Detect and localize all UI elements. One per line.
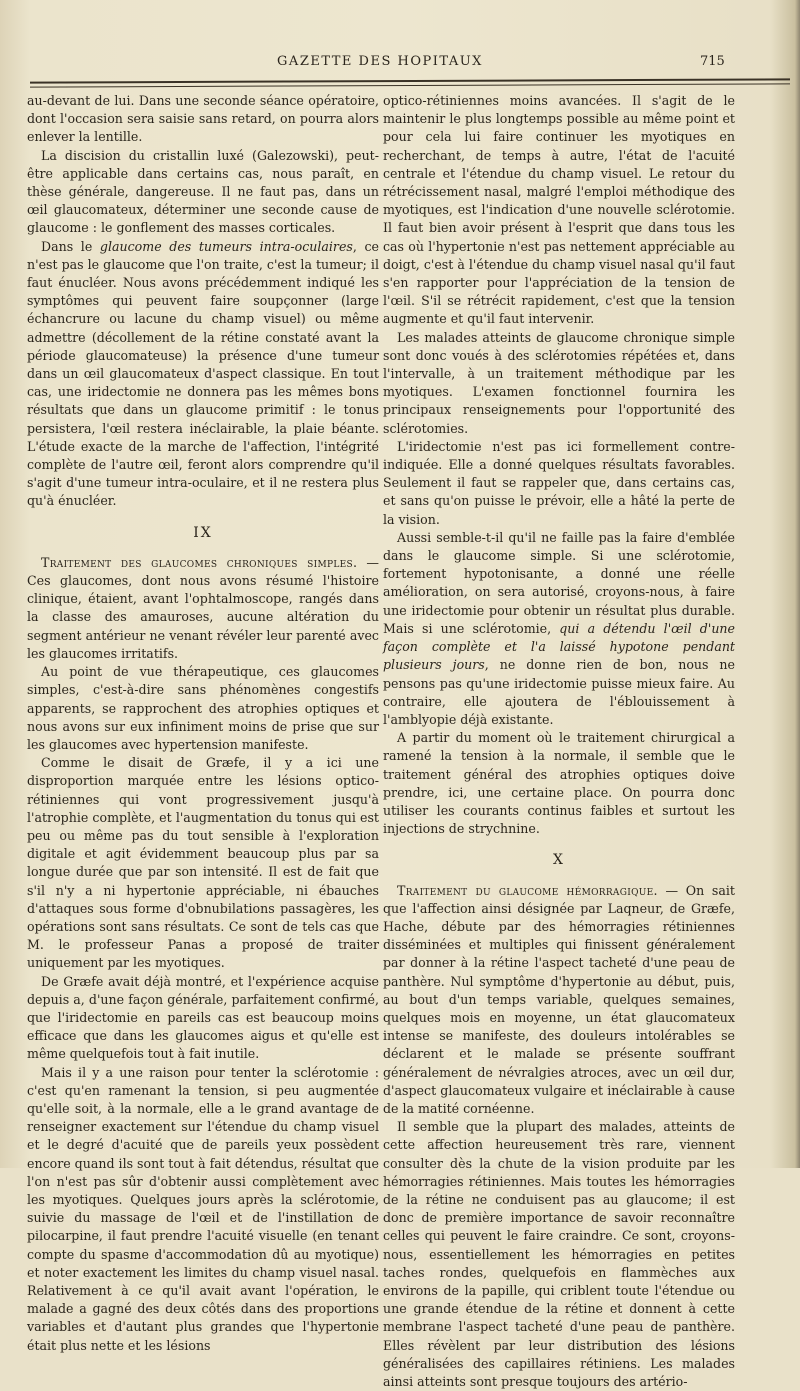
paragraph: L'iridectomie n'est pas ici formellement contre-indiquée. Elle a donné quelques résultats favorables. Seulement il faut se rappeler que, dans certains cas, et sans qu'on puisse le prévoir, elle a hâté la perte de la vision. [383,438,735,527]
paragraph: Il semble que la plupart des malades, atteints de cette affection heureusement très rare, viennent consulter dès la chute de la vision produite par les hémorragies rétiniennes. Mais toutes les hémorragies de la rétine ne conduisent pas au glaucome; il est donc de première importance de savoir reconnaître celles qui peuvent le faire craindre. Ce sont, croyons-nous, essentiellement les hémorragies en petites taches rondes, quelquefois en flammèches aux environs de la papille, qui criblent toute l'étendue ou une grande étendue de la rétine et donnent à cette membrane l'aspect tacheté d'une peau de panthère. Elles révèlent par leur distribution des lésions généralisées des capillaires rétiniens. Les malades ainsi atteints sont presque toujours des artério- [383,1119,735,1390]
paragraph [383,882,735,1119]
left-column [27,92,379,1355]
running-header [0,54,800,74]
header-rule-thin [30,83,790,87]
section-number-x: X [553,852,565,869]
text-run: — On sait que l'affection ainsi désignée par Laqneur, de Græfe, Hache, débute par des hémorragies rétiniennes disséminées et multiples qui finissent généralement par donner à la rétine l'aspect tacheté d'une peau de panthère. Nul symptôme d'hypertonie au début, puis, au bout d'un temps variable, quelques semaines, quelques mois en moyenne, un état glaucomateux intense se manifeste, des douleurs intolérables se déclarent et le malade se présente souffrant généralement de névralgies atroces, avec un œil dur, d'aspect glaucomateux vulgaire et inéclairable à cause de la matité cornéenne. [383,882,735,1116]
paragraph [383,529,735,729]
text-run: , ne donne rien de bon, nous ne pensons pas qu'une iridectomie puisse mieux faire. Au contraire, elle ajoutera de l'éblouissement à l'amblyopie déjà existante. [383,657,735,727]
section-heading: Traitement du glaucome hémorragique. [397,882,658,898]
text-run: — Ces glaucomes, dont nous avons résumé l'histoire clinique, étaient, avant l'ophtalmoscope, rangés dans la classe des amauroses, aucune altération du segment antérieur ne venant révéler leur parenté avec les glaucomes irritatifs. [27,554,379,661]
paragraph: au-devant de lui. Dans une seconde séance opératoire, dont l'occasion sera saisie sans retard, on pourra alors enlever la lentille. [27,93,379,145]
paragraph: La discision du cristallin luxé (Galezowski), peut-être applicable dans certains cas, nous paraît, en thèse générale, dangereuse. Il ne faut pas, dans un œil glaucomateux, déterminer une seconde cause de glaucome : le gonflement des masses corticales. [27,147,379,236]
section-heading: Traitement des glaucomes chroniques simples. [41,554,358,570]
paragraph: optico-rétiniennes moins avancées. Il s'agit de le maintenir le plus longtemps possible au même point et pour cela lui faire continuer les myotiques en recherchant, de temps à autre, l'état de l'acuité centrale et l'étendue du champ visuel. Le retour du rétrécissement nasal, malgré l'emploi méthodique des myotiques, est l'indication d'une nouvelle sclérotomie. Il faut bien avoir présent à l'esprit que dans tous les cas où l'hypertonie n'est pas nettement appréciable au doigt, c'est à l'étendue du champ visuel nasal qu'il faut s'en rapporter pour l'appréciation de la tension de l'œil. S'il se rétrécit rapidement, c'est que la tension augmente et qu'il faut intervenir. [383,93,735,327]
paragraph [27,554,379,663]
paragraph: A partir du moment où le traitement chirurgical a ramené la tension à la normale, il semble que le traitement général des atrophies optiques doive prendre, ici, une certaine place. On pourra donc utiliser les courants continus faibles et surtout les injections de strychnine. [383,730,735,837]
paragraph [27,238,379,511]
text-run: Dans le [41,238,100,254]
paragraph: Mais il y a une raison pour tenter la sclérotomie : c'est qu'en ramenant la tension, si peu augmentée qu'elle soit, à la normale, elle a le grand avantage de renseigner exactement sur l'étendue du champ visuel et le degré d'acuité que de pareils yeux possèdent encore quand ils sont tout à fait détendus, résultat que l'on n'est pas sûr d'obtenir aussi complètement avec les myotiques. Quelques jours après la sclérotomie, suivie du massage de l'œil et de l'instillation de pilocarpine, il faut prendre l'acuité visuelle (en tenant compte du spasme d'accommodation dû au myotique) et noter exactement les limites du champ visuel nasal. Relativement à ce qu'il avait avant l'opération, le malade a gagné des deux côtés dans des proportions variables et d'autant plus grandes que l'hypertonie était plus nette et les lésions [27,1064,379,1353]
paragraph: De Græfe avait déjà montré, et l'expérience acquise depuis a, d'une façon générale, parfaitement confirmé, que l'iridectomie en pareils cas est beaucoup moins efficace que dans les glaucomes aigus et qu'elle est même quelquefois tout à fait inutile. [27,973,379,1062]
text-run: Aussi semble-t-il qu'il ne faille pas la faire d'emblée dans le glaucome simple. Si une sclérotomie, fortement hypotonisante, a donné une réelle amélioration, on sera autorisé, croyons-nous, à faire une iridectomie pour obtenir un résultat plus durable. Mais si une sclérotomie, [383,529,735,636]
italic-term: glaucome des tumeurs intra-oculaires [99,238,353,254]
paragraph: Les malades atteints de glaucome chronique simple sont donc voués à des sclérotomies répétées et, dans l'intervalle, à un traitement méthodique par les myotiques. L'examen fonctionnel fournira les principaux renseignements pour l'opportunité des sclérotomies. [383,329,735,436]
italic-phrase: qui a détendu l'œil d'une façon complète et l'a laissé hypotone pendant plusieurs jours [383,620,735,673]
section-number-ix: IX [193,524,213,541]
journal-title: GAZETTE DES HOPITAUX [277,54,483,69]
right-column [383,92,735,1391]
text-run: , ce n'est pas le glaucome que l'on traite, c'est la tumeur; il faut énucléer. Nous avons précédemment indiqué les symptômes qui peuvent faire soupçonner (large échancrure ou lacune du champ visuel) ou même admettre (décollement de la rétine constaté avant la période glaucomateuse) la présence d'une tumeur dans un œil glaucomateux d'aspect classique. En tout cas, une iridectomie ne donnera pas les mêmes bons résultats que dans un glaucome primitif : le tonus persistera, l'œil restera inéclairable, la plaie béante. L'étude exacte de la marche de l'affection, l'intégrité complète de l'autre œil, feront alors comprendre qu'il s'agit d'une tumeur intra-oculaire, et il ne restera plus qu'à énucléer. [27,238,380,509]
paragraph: Comme le disait de Græfe, il y a ici une disproportion marquée entre les lésions optico-rétiniennes qui vont progressivement jusqu'à l'atrophie complète, et l'augmentation du tonus qui est peu ou même pas du tout sensible à l'exploration digitale et agit évidemment beaucoup plus par sa longue durée que par son intensité. Il est de fait que s'il n'y a ni hypertonie appréciable, ni ébauches d'attaques sous forme d'obnubilations passagères, les opérations sont sans résultats. Ce sont de tels cas que M. le professeur Panas a proposé de traiter uniquement par les myotiques. [27,755,379,971]
page-number: 715 [700,54,725,69]
paragraph: Au point de vue thérapeutique, ces glaucomes simples, c'est-à-dire sans phénomènes congestifs apparents, se rapprochent des atrophies optiques et nous avons sur eux infiniment moins de prise que sur les glaucomes avec hypertension manifeste. [27,664,379,752]
